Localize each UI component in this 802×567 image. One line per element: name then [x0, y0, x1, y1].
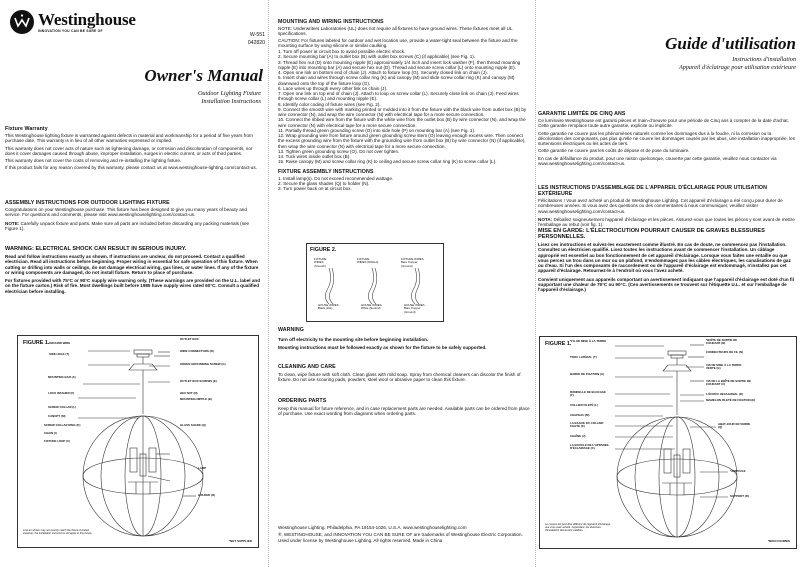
callout-label: LA BAGUE DU COLLIER FILETÉ (K): [570, 421, 604, 429]
note-label: NOTA:: [538, 216, 553, 222]
figure-title: FIGURE 1.: [23, 340, 50, 346]
list-item: 8. Identify color coding of fixture wires (see Fig. 2).: [278, 101, 381, 107]
figure-note: Le croquis est peut-être différent de l'appareil d'éclairage que vous avez acheté. Cependant, les directives d'installation demeurent valables.: [545, 523, 611, 533]
list-item: 12. Wrap grounding wire from fixture around green grounding screw stem (O) leaving enough excess wire. Then connect the excess grounding wire from the fixture with the grounding wire from outlet box (B) by wire connector (N) (if applicable), then wrap the wire connector (N) with electrical tape for a more secure connection.: [278, 133, 526, 149]
callout-label: OUTLET BOX: [180, 337, 199, 341]
callout-label: HEX NUT (D): [180, 391, 198, 395]
paragraph: Read and follow instructions exactly as shown. If instructions are unclear, do not proceed. Contact a qualified electrician. Read all instructions before beginning. Proper wiring is essential for safe operation of this fixture. When cutting or drilling into walls or ceilings, do not damage electrical wiring, gas lines, or water lines. If any of the fixture or wiring components are damaged, do not install fixture. Return to place of purchase.: [5, 254, 259, 275]
paragraph: Congratulations on your Westinghouse purchase. This fixture has been designed to give you many years of beauty and service. For questions and comments, please visit www.westinghouselighting.com/contact-us.: [5, 207, 247, 218]
section-heading: ORDERING PARTS: [278, 398, 327, 404]
paragraph: This Westinghouse lighting fixture is warranted against defects in material and workmanship for a period of five years from purchase date. This warranty is in lieu of all other warranties expressed or implied.: [5, 133, 253, 144]
callout-label: MOUNTING BAR (A): [48, 375, 76, 379]
callout-label: CONNECTEURS DE FIL (N): [706, 350, 744, 354]
callout-label: L'ÉCROU HEXAGONAL (D): [706, 392, 743, 396]
warranty-section: [5, 126, 262, 171]
section-heading: FIXTURE ASSEMBLY INSTRUCTIONS: [278, 168, 374, 175]
paragraph: Lisez ces instructions et suivez-les exactement comme illustré. En cas de doute, ne commencez pas l'installation. Consultez un électricien qualifié. Lisez toutes les instructions avant de commencer l'installation. Un câblage approprié est essentiel au bon fonctionnement de cet appareil d'éclairage. Lorsque vous faites une entaille ou que vous percez un trou dans un mur ou un plafond, n'endommagez pas les câbles électriques, les canalisations de gaz ou d'eau. Si l'un des composants de raccordement ou de l'appareil d'éclairage est endommagé, n'installez pas cet appareil d'éclairage. Retournez-le à l'endroit où vous l'avez acheté.: [538, 242, 791, 274]
model-code: 042820: [247, 40, 265, 46]
assembly-steps: [278, 176, 530, 192]
warning-heading: WARNING: ELECTRICAL SHOCK CAN RESULT IN SERIOUS INJURY.: [5, 246, 187, 252]
wire-label: HOUSE WIRES Bare Copper (Ground): [404, 303, 425, 314]
callout-label: GROUND WIRE: [49, 341, 71, 345]
callout-label: WIRE CONNECTORS (N): [180, 349, 214, 353]
list-item: 2. Secure the glass shades (Q) to holder (N).: [278, 180, 370, 186]
list-item: 1. Turn off power at circuit box to avoid possible electric shock.: [278, 49, 406, 54]
westinghouse-logo-icon: [10, 10, 34, 34]
callout-label: GREEN GROUNDING SCREW (G): [180, 362, 226, 366]
callout-label: VIS DE MISE À LA TERRE VERTE (G): [706, 363, 742, 371]
paragraph: To clean, wipe fixture with soft cloth. Clean glass with mild soap. Spray from chemical cleaners can discolor the finish of fixture. Do not use scouring pads, powders, steel wool or abrasive paper to clean this fixture.: [278, 372, 521, 383]
subtitle: Installation Instructions: [201, 98, 261, 105]
subtitle: Appareil d'éclairage pour utilisation extérieure: [678, 64, 796, 71]
callout-label: VIS DE LA BOÎTE DE SORTIE DE COURANT (C): [706, 379, 751, 387]
callout-label: *AMPOULE: [730, 469, 746, 473]
list-item: 4. Open one link on bottom end of chain (J). Attach to fixture loop (G). Securely closed link on chain (J).: [278, 70, 488, 75]
subtitle: Instructions d'installation: [732, 56, 796, 63]
warning-heading: MISE EN GARDE: L'ÉLECTROCUTION POURRAIT CAUSER DE GRAVES BLESSURES PERSONNELLES.: [538, 228, 765, 240]
subtitle: Outdoor Lighting Fixture: [197, 90, 261, 97]
paragraph: Ce luminaire Westinghouse est garanti pièces et main-d'oeuvre pour une période de Cinq ans à compter de la date d'achat. Cette garantie remplace toute autre garantie, explicite ou implicite.: [538, 118, 789, 129]
section-heading: Fixture Warranty: [5, 126, 48, 132]
list-item: 5. Insert chain and wires through screw collar ring (K) and canopy (M) and slide screw collar ring (K) and canopy (M) downward onto the top of the fixture loop (G).: [278, 75, 515, 86]
figure-1-fr: [539, 336, 797, 549]
paragraph: If this product fails for any reason covered by this warranty, please contact us at www.westinghouse-lighting.com/contact-us.: [5, 165, 257, 171]
mounting-section: [278, 19, 530, 191]
fold-line: [535, 0, 536, 567]
note-text: Carefully unpack fixture and parts. Make sure all parts are included before discarding any packing materials (see Figure 1).: [5, 220, 250, 231]
paragraph: [538, 217, 796, 228]
paragraph: For fixtures provided with 75°C or 90°C supply wire warning only. (These warnings are provided on the U.L. label and on the fixture carton.) Risk of fire. Most dwellings built before 1985 have supply wires rated 60°C. Consult a qualified electrician before installing.: [5, 278, 261, 294]
list-item: 2. Secure mounting bar (A) to outlet box (B) with outlet box screws (C) (if applicable) (see Fig. 1).: [278, 54, 476, 60]
callout-label: SIDE HOLE (T): [49, 352, 70, 356]
figure-2: [306, 243, 444, 322]
paragraph: Mounting instructions must be followed exactly as shown for the fixture to be safely supported.: [278, 345, 487, 351]
paragraph: CAUTION: For fixtures labeled for outdoor and wet location use, provide a water-tight seal between the fixture and the mounting surface by using silicone or similar caulking.: [278, 37, 518, 48]
paragraph: Convient uniquement aux appareils comportant un avertissement indiquant que l'appareil d'éclairage est doté d'un fil supportant une chaleur de 75°C ou 90°C. (Ces avertissements se trouvent sur l'étiquette U.L. et sur l'emballage de l'appareil d'éclairage.): [538, 276, 794, 292]
footer-line: ®, WESTINGHOUSE, and INNOVATION YOU CAN BE SURE OF are trademarks of Westinghouse Electric Corporation.: [278, 531, 523, 537]
ordering-section: [278, 398, 530, 417]
list-item: 3. Turn power back on at circuit box.: [278, 186, 352, 191]
callout-label: SCREW COLLAR RING (K): [44, 423, 81, 427]
callout-label: FIXTURE LOOP (C): [44, 439, 71, 443]
footer: [278, 525, 530, 545]
list-item: 14. Tuck wires inside outlet box (B).: [278, 154, 351, 159]
footer-line: Westinghouse Lighting, Philadelphia, PA 19154-1026, U.S.A. www.westinghouselighting.com: [278, 525, 467, 530]
footer-line: Used under license by Westinghouse Lighting. All rights reserved. Made in China: [278, 538, 443, 543]
not-supplied-label: *NOT SUPPLIED: [228, 539, 252, 543]
callout-label: HOLDER (R): [198, 493, 216, 497]
warning-section: [538, 228, 796, 292]
figure-title: FIGURE 2.: [310, 247, 337, 253]
figure-note: Line art shown may not exactly match the fixture included. However, the installation instructions will apply to this fixture.: [23, 529, 93, 536]
callout-label: LA BOUCLE DE L'APPAREIL D'ÉCLAIRAGE (C): [570, 443, 610, 451]
assembly-section: [538, 185, 796, 227]
list-item: 9. Connect the smooth wire with marking printed or molded into it from the fixture with the black wire from outlet box (B) by wire connector (N), and wrap the wire connector (N) with electrical tape for a more secure connection.: [278, 106, 527, 117]
list-item: 13. Tighten green grounding screw (O). Do not over tighten.: [278, 148, 400, 154]
fold-line: [268, 0, 269, 567]
figure-1: [17, 335, 259, 548]
callout-label: COLLIER FILETÉ (L): [570, 403, 598, 407]
warning-section: [278, 327, 530, 351]
paragraph: Turn off electricity to the mounting site before beginning installation.: [278, 337, 429, 342]
callout-label: MOUNTING NIPPLE (B): [180, 397, 212, 401]
mounting-steps: [278, 49, 530, 165]
paragraph: Félicitations ! Vous avez acheté un produit de Westinghouse Lighting. Cet appareil d'éclairage a été conçu pour durer de nombreuses années. Si vous avez des questions ou des commentaires à nous communiquer, veuillez visiter www.westinghouselighting.com/contact-us.: [538, 198, 783, 214]
callout-label: BARRE DE FIXATION (A): [570, 372, 604, 376]
callout-label: CHAIN (I): [44, 431, 57, 435]
callout-label: RONDELLE DE BLOCAGE (F): [570, 390, 606, 398]
wire-label: HOUSE WIRES Black (Hot): [318, 303, 339, 311]
callout-label: SUPPORT (R): [730, 494, 749, 498]
model-number: W-551: [249, 32, 265, 38]
note-text: Déballez soigneusement l'appareil d'éclairage et les pièces. Assurez-vous que toutes les pièces y sont avant de mettre l'emballage au rebut (voir fig. 1).: [538, 216, 795, 227]
paragraph: [5, 221, 262, 232]
callout-label: CHAÎNE (J): [570, 434, 586, 438]
figure-title: FIGURE 1.: [545, 341, 572, 347]
callout-label: OUTLET BOX SCREWS (E): [180, 379, 217, 383]
brand-tagline: INNOVATION YOU CAN BE SURE OF: [38, 29, 103, 33]
section-heading: MOUNTING AND WIRING INSTRUCTIONS: [278, 19, 384, 25]
section-heading: LES INSTRUCTIONS D'ASSEMBLAGE DE L'APPAREIL D'ÉCLAIRAGE POUR UTILISATION EXTÉRIEURE: [538, 185, 767, 197]
assembly-section: [5, 200, 262, 231]
paragraph: Keep this manual for future reference, and in case replacement parts are needed. Available parts can be ordered from place of purchase. Use exact wording from diagrams when ordering parts.: [278, 406, 530, 417]
paragraph: This warranty does not cover the costs of removing and re-installing the lighting fixture.: [5, 158, 182, 163]
section-heading: GARANTIE LIMITÉE DE CINQ ANS: [538, 111, 626, 117]
paragraph: En cas de défaillance du produit, pour une raison quelconque, couverte par cette garantie, veuillez nous contacter via www.westinghouselighting.com/contact-us.: [538, 155, 777, 166]
brand-name: Westinghouse: [38, 10, 136, 29]
list-item: 10. Connect the ribbed wire from the fixture with the white wire from the outlet box (B) by wire connector (N), and wrap the wire connector (N) with electrical tape for a more secure connection.: [278, 117, 526, 128]
right-column: [538, 0, 802, 567]
paragraph: Cette garantie ne couvre pas les coûts de dépose et de pose du luminaire.: [538, 148, 690, 154]
wire-label: FIXTURE WIRES Bare Copper (Ground): [401, 257, 424, 268]
callout-label: GLASS SHADE (Q): [180, 423, 206, 427]
page-title: Guide d'utilisation: [665, 34, 796, 53]
list-item: 7. Open one link on top end of chain (J). Attach to loop on screw collar (L). Securely close link on chain (J). Feed wires through screw collar (L) and mounting nipple (E).: [278, 91, 519, 102]
paragraph: Cette garantie ne couvre pas les phénomènes naturels comme les dommages dus à la foudre, ni la corrosion ou la décoloration des composants, pas plus qu'elle ne couvre les dommages causés par les abus, une installation inappropriée, les surtensions électriques ou les actes de tiers.: [538, 130, 796, 146]
page-title: Owner's Manual: [144, 66, 263, 85]
paragraph: This warranty does not cover acts of nature such as lightening damage, or corrosion and discoloration of components, nor does it cover damages caused through abuse, improper installation, surges in electric current, or acts of third parties.: [5, 145, 253, 156]
list-item: 15. Raise canopy (M) and screw collar ring (K) to ceiling and secure screw collar ring (K) to screw collar (L).: [278, 159, 497, 165]
note-label: NOTE:: [5, 220, 20, 226]
callout-label: CANOPY (M): [48, 414, 66, 418]
garantie-section: [538, 111, 796, 166]
section-heading: CLEANING AND CARE: [278, 364, 336, 370]
callout-label: MAMELON FILETÉ DE FIXATION (E): [706, 398, 756, 402]
section-heading: WARNING: [278, 327, 304, 333]
callout-label: *FIL DE MISE À LA TERRE: [570, 339, 607, 343]
callout-label: LAMP: [198, 466, 207, 470]
middle-column: [272, 0, 534, 567]
warning-section: [5, 246, 262, 294]
list-item: 1. Install lamp(s). Do not exceed recommended wattage.: [278, 175, 394, 181]
list-item: 11. Partially thread green grounding screw (O) into side hole (P) on mounting bar (A) (see Fig. 1).: [278, 127, 476, 133]
callout-label: LOCK WASHER (F): [48, 391, 75, 395]
wire-label: FIXTURE WIRES (Smooth): [314, 257, 327, 268]
section-heading: ASSEMBLY INSTRUCTIONS FOR OUTDOOR LIGHTING FIXTURE: [5, 200, 170, 206]
callout-label: SCREW COLLAR (L): [48, 405, 77, 409]
callout-label: *BOÎTE DE SORTIE DE COURANT (B): [706, 338, 738, 346]
paragraph: NOTE: Underwriters Laboratories (UL) does not require all fixtures to have ground wires. These fixtures meet all UL specifications.: [278, 26, 513, 37]
wire-label: HOUSE WIRES White (Neutral): [361, 303, 382, 311]
left-column: [0, 0, 267, 567]
not-supplied-label: *NON FOURNIS: [767, 539, 790, 543]
callout-label: TROU LATÉRAL (T): [570, 355, 597, 359]
callout-label: ABAT-JOUR EN VERRE (Q): [718, 422, 751, 430]
list-item: 6. Lace wires up through every other link on chain (J).: [278, 85, 388, 91]
callout-label: CHAPEAU (M): [570, 413, 590, 417]
cleaning-section: [278, 364, 530, 383]
wire-label: FIXTURE WIRES (Ribbed): [357, 257, 379, 265]
list-item: 3. Thread hex nut (D) onto mounting nipple (E) approximately 1/4 inch and insert lock washer (F), then thread mounting nipple (E) into mounting bar (A) and secure hex nut (D). Thread and secure screw collar (L) onto mounting nipple (E).: [278, 59, 521, 70]
